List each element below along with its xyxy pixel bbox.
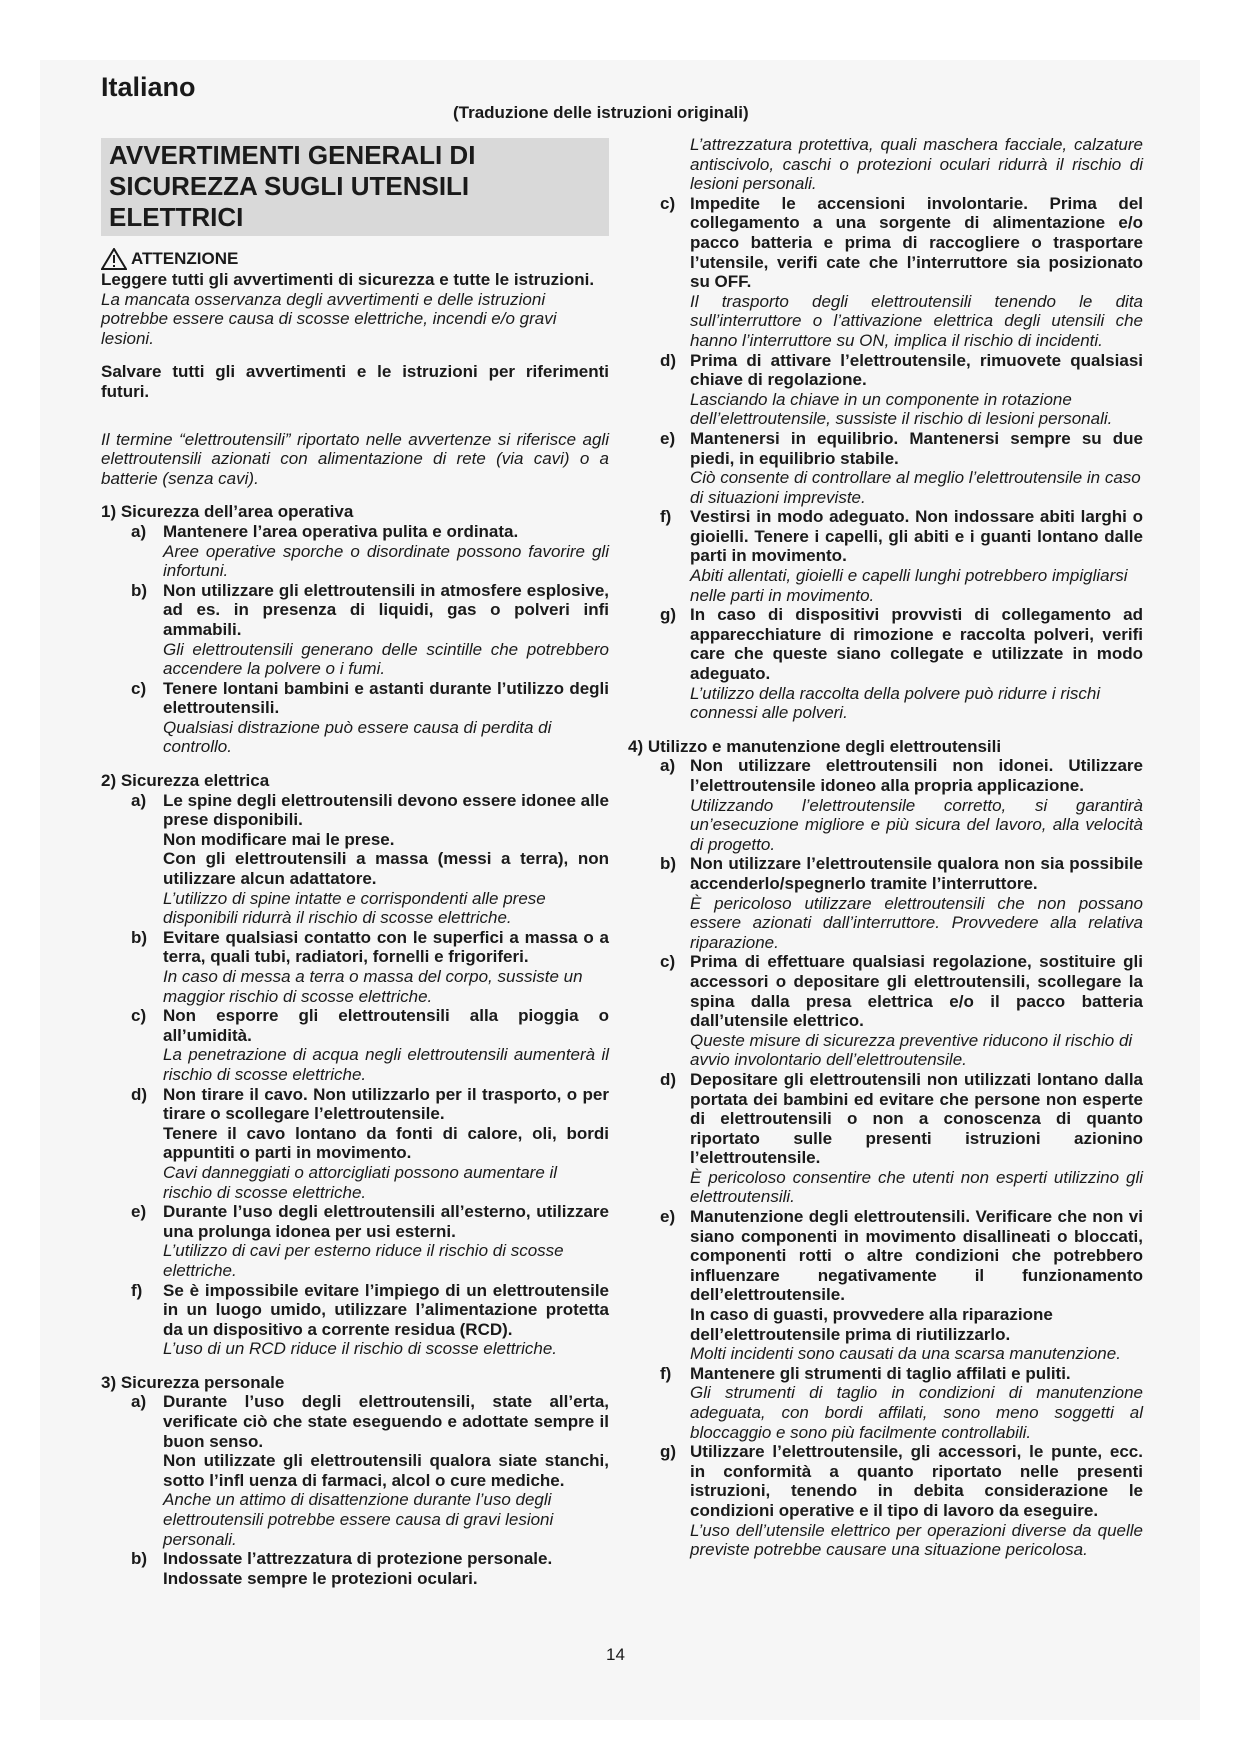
section-1-heading: 1) Sicurezza dell’area operativa bbox=[101, 502, 354, 522]
left-column bbox=[101, 248, 609, 1588]
list-item: e) Manutenzione degli elettroutensili. Verificare che non vi siano componenti in movimento disallineati o bloccati, componenti rotti o altre condizioni che potrebbero influenzare negativamente il funzionamento dell’elettroutensile. In caso di guasti, provvedere alla riparazione dell’elettroutensile prima di riutilizzarlo. Molti incidenti sono causati da una scarsa manutenzione. bbox=[660, 1207, 1143, 1364]
list-item: e) Durante l’uso degli elettroutensili all’esterno, utilizzare una prolunga idonea per usi esterni. L’utilizzo di cavi per esterno riduce il rischio di scosse elettriche. bbox=[131, 1202, 609, 1280]
list-item: a) Durante l’uso degli elettroutensili, state all’erta, verificate ciò che state eseguendo e adottate sempre il buon senso. Non utilizzate gli elettroutensili qualora siate stanchi, sotto l’infl uenza di farmaci, alcol o cure mediche. Anche un attimo di disattenzione durante l’uso degli elettroutensili potrebbe essere causa di gravi lesioni personali. bbox=[131, 1392, 609, 1549]
title-line-1: AVVERTIMENTI GENERALI DI bbox=[109, 140, 476, 170]
list-item: d) Non tirare il cavo. Non utilizzarlo per il trasporto, o per tirare o scollegare l’elettroutensile. Tenere il cavo lontano da fonti di calore, oli, bordi appuntiti o parti in movimento. Cavi danneggiati o attorcigliati possono aumentare il rischio di scosse elettriche. bbox=[131, 1084, 609, 1202]
list-item: a) Mantenere l’area operativa pulita e ordinata. Aree operative sporche o disordinate possono favorire gli infortuni. bbox=[131, 521, 609, 581]
title-line-3: ELETTRICI bbox=[109, 202, 244, 232]
list-item: a) Non utilizzare elettroutensili non idonei. Utilizzare l’elettroutensile idoneo alla propria applicazione. Utilizzando l’elettroutensile corretto, si garantirà un’esecuzione migliore e più sicura del lavoro, alla velocità di progetto. bbox=[660, 756, 1143, 854]
list-item: c) Impedite le accensioni involontarie. Prima del collegamento a una sorgente di alimentazione e/o pacco batteria e prima di raccogliere o trasportare l’utensile, verifi cate che l’interruttore sia posizionato su OFF. Il trasporto degli elettroutensili tenendo le dita sull’interruttore o l’attivazione elettrica degli utensili che hanno l’interruttore su ON, implica il rischio di incidenti. bbox=[660, 193, 1143, 350]
list-item: g) Utilizzare l’elettroutensile, gli accessori, le punte, ecc. in conformità a quanto riportato nelle presenti istruzioni, tenendo in debita considerazione le condizioni operative e il tipo di lavoro da eseguire. L’uso dell’utensile elettrico per operazioni diverse da quelle previste potrebbe causare una situazione pericolosa. bbox=[660, 1442, 1143, 1560]
section-3-heading: 3) Sicurezza personale bbox=[101, 1372, 285, 1392]
list-item: c) Prima di effettuare qualsiasi regolazione, sostituire gli accessori o depositare gli elettroutensili, scollegare la spina dalla presa elettrica e/o il pacco batteria dall’utensile elettrico. Queste misure di sicurezza preventive riducono il rischio di avvio involontario dell’elettroutensile. bbox=[660, 952, 1143, 1070]
list-item: f) Se è impossibile evitare l’impiego di un elettroutensile in un luogo umido, utilizzare l’alimentazione protetta da un dispositivo a corrente residua (RCD). L’uso di un RCD riduce il rischio di scosse elettriche. bbox=[131, 1280, 609, 1359]
list-item: f) Mantenere gli strumenti di taglio affilati e puliti. Gli strumenti di taglio in condizioni di manutenzione adeguata, con bordi affilati, sono meno soggetti al bloccaggio e sono più facilmente controllabili. bbox=[660, 1363, 1143, 1442]
title-line-2: SICUREZZA SUGLI UTENSILI bbox=[109, 171, 470, 201]
section-title-box bbox=[101, 138, 609, 236]
section-2-heading: 2) Sicurezza elettrica bbox=[101, 771, 270, 791]
list-item: b) Non utilizzare l’elettroutensile qualora non sia possibile accenderlo/spegnerlo tramite l’interruttore. È pericoloso utilizzare elettroutensili che non possano essere azionati dall’interruttore. Provvedere alla relativa riparazione. bbox=[660, 854, 1143, 952]
list-item: e) Mantenersi in equilibrio. Mantenersi sempre su due piedi, in equilibrio stabile. Ciò consente di controllare al meglio l’elettroutensile in caso di situazioni impreviste. bbox=[660, 428, 1143, 507]
section-title bbox=[101, 138, 609, 235]
list-item: f) Vestirsi in modo adeguato. Non indossare abiti larghi o gioielli. Tenere i capelli, gli abiti e i guanti lontano dalle parti in movimento. Abiti allentati, gioielli e capelli lunghi potrebbero impigliarsi nelle parti in movimento. bbox=[660, 507, 1143, 605]
continued-note: L’attrezzatura protettiva, quali maschera facciale, calzature antiscivolo, caschi o protezioni oculari ridurrà il rischio di lesioni personali. bbox=[690, 135, 1143, 194]
warning-label: ATTENZIONE bbox=[131, 249, 239, 269]
warning-heading bbox=[101, 248, 609, 270]
list-item: c) Non esporre gli elettroutensili alla pioggia o all’umidità. La penetrazione di acqua negli elettroutensili aumenterà il rischio di scosse elettriche. bbox=[131, 1006, 609, 1084]
translation-subtitle: (Traduzione delle istruzioni originali) bbox=[453, 103, 749, 122]
page-number: 14 bbox=[606, 1645, 625, 1664]
list-item: c) Tenere lontani bambini e astanti durante l’utilizzo degli elettroutensili. Qualsiasi distrazione può essere causa di perdita di controllo. bbox=[131, 678, 609, 757]
save-instructions: Salvare tutti gli avvertimenti e le istruzioni per riferimenti futuri. bbox=[101, 362, 609, 401]
list-item: b) Indossate l’attrezzatura di protezione personale. Indossate sempre le protezioni oculari. bbox=[131, 1549, 553, 1588]
warning-triangle-icon bbox=[101, 248, 127, 270]
intro-italic: La mancata osservanza degli avvertimenti e delle istruzioni potrebbe essere causa di scosse elettriche, incendi e/o gravi lesioni. bbox=[101, 289, 557, 348]
language-heading: Italiano bbox=[101, 72, 196, 102]
term-definition: Il termine “elettroutensili” riportato nelle avvertenze si riferisce agli elettroutensili azionati con alimentazione di rete (via cavi) o a batterie (senza cavi). bbox=[101, 429, 609, 488]
list-item: b) Non utilizzare gli elettroutensili in atmosfere esplosive, ad es. in presenza di liquidi, gas o polveri infi ammabili. Gli elettroutensili generano delle scintille che potrebbero accendere la polvere o i fumi. bbox=[131, 580, 609, 679]
section-4-heading: 4) Utilizzo e manutenzione degli elettroutensili bbox=[628, 736, 1002, 756]
list-item: g) In caso di dispositivi provvisti di collegamento ad apparecchiature di rimozione e raccolta polveri, verifi care che queste siano collegate e utilizzate in modo adeguato. L’utilizzo della raccolta della polvere può ridurre i rischi connessi alle polveri. bbox=[660, 605, 1143, 723]
list-item: b) Evitare qualsiasi contatto con le superfici a massa o a terra, quali tubi, radiatori, fornelli e frigoriferi. In caso di messa a terra o massa del corpo, sussiste un maggior rischio di scosse elettriche. bbox=[131, 927, 609, 1006]
list-item: d) Prima di attivare l’elettroutensile, rimuovete qualsiasi chiave di regolazione. Lasciando la chiave in un componente in rotazione dell’elettroutensile, sussiste il rischio di lesioni personali. bbox=[660, 350, 1143, 429]
list-item: a) Le spine degli elettroutensili devono essere idonee alle prese disponibili. Non modificare mai le prese. Con gli elettroutensili a massa (messi a terra), non utilizzare alcun adattatore. L’utilizzo di spine intatte e corrispondenti alle prese disponibili ridurrà il rischio di scosse elettriche. bbox=[131, 790, 609, 928]
right-column bbox=[628, 135, 1143, 1560]
intro-bold: Leggere tutti gli avvertimenti di sicurezza e tutte le istruzioni. bbox=[101, 270, 595, 289]
list-item: d) Depositare gli elettroutensili non utilizzati lontano dalla portata dei bambini ed evitare che persone non esperte di elettroutensili o non a conoscenza di quanto riportato sulle presenti istruzioni azionino l’elettroutensile. È pericoloso consentire che utenti non esperti utilizzino gli elettroutensili. bbox=[660, 1069, 1143, 1207]
